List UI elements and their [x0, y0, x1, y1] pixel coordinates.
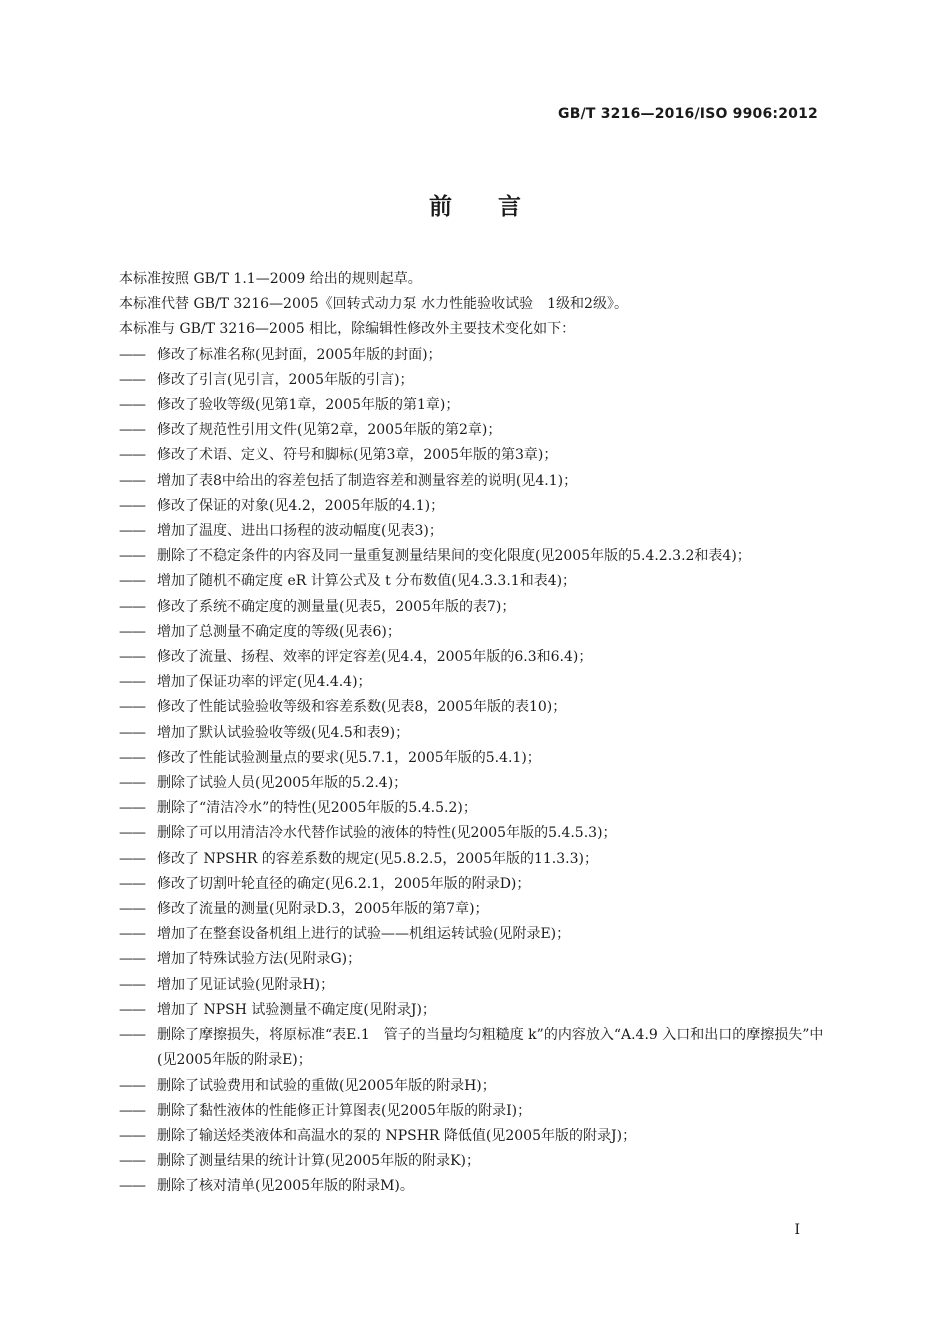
change-list-item — [119, 947, 824, 972]
change-list-item-text: 修改了流量、扬程、效率的评定容差(见4.4，2005年版的6.3和6.4)； — [157, 649, 593, 666]
change-list-item-text: 删除了黏性液体的性能修正计算图表(见2005年版的附录I)； — [157, 1102, 532, 1119]
change-list-item — [119, 746, 824, 771]
list-dash: —— — [119, 497, 145, 514]
change-list-item-text: 增加了总测量不确定度的等级(见表6)； — [157, 623, 401, 640]
change-list-item-text: 修改了标准名称(见封面，2005年版的封面)； — [157, 346, 442, 363]
list-dash: —— — [119, 472, 145, 489]
list-dash: —— — [119, 346, 145, 363]
list-dash: —— — [119, 573, 145, 590]
change-list-item — [119, 1023, 824, 1073]
change-list-item-text: 修改了 NPSHR 的容差系数的规定(见5.8.2.5，2005年版的11.3.3)； — [157, 850, 598, 867]
change-list-item — [119, 922, 824, 947]
change-list-item — [119, 393, 824, 418]
change-list-item-text: 删除了可以用清洁冷水代替作试验的液体的特性(见2005年版的5.4.5.3)； — [157, 825, 617, 842]
change-list-item — [119, 443, 824, 468]
list-dash: —— — [119, 976, 145, 993]
change-list-item-text: 修改了性能试验验收等级和容差系数(见表8，2005年版的表10)； — [157, 699, 567, 716]
list-dash: —— — [119, 1178, 145, 1195]
change-list-item — [119, 821, 824, 846]
change-list-item-text: 删除了“清洁冷水”的特性(见2005年版的5.4.5.2)； — [157, 800, 477, 817]
standard-number-header: GB/T 3216—2016/ISO 9906:2012 — [558, 106, 818, 122]
list-dash: —— — [119, 1127, 145, 1144]
change-list-item-text: 删除了试验费用和试验的重做(见2005年版的附录H)； — [157, 1077, 496, 1094]
change-list-item — [119, 418, 824, 443]
list-dash: —— — [119, 825, 145, 842]
list-dash: —— — [119, 901, 145, 918]
change-list-item — [119, 1124, 824, 1149]
page-number: I — [794, 1222, 800, 1238]
list-dash: —— — [119, 699, 145, 716]
paragraph-drafting-rules: 本标准按照 GB/T 1.1—2009 给出的规则起草。 — [119, 271, 422, 287]
change-list-item-text: 删除了核对清单(见2005年版的附录M)。 — [157, 1178, 414, 1195]
list-dash: —— — [119, 1001, 145, 1018]
change-list-item-text: 修改了术语、定义、符号和脚标(见第3章，2005年版的第3章)； — [157, 447, 558, 464]
change-list-item — [119, 695, 824, 720]
change-list-item — [119, 368, 824, 393]
list-dash: —— — [119, 775, 145, 792]
change-list-item — [119, 620, 824, 645]
change-list-item — [119, 847, 824, 872]
list-dash: —— — [119, 749, 145, 766]
change-list-item-text: 删除了试验人员(见2005年版的5.2.4)； — [157, 775, 408, 792]
list-dash: —— — [119, 397, 145, 414]
change-list-item — [119, 998, 824, 1023]
change-list-item-text: 增加了温度、进出口扬程的波动幅度(见表3)； — [157, 523, 443, 540]
list-dash: —— — [119, 548, 145, 565]
list-dash: —— — [119, 623, 145, 640]
change-list-item-text: 增加了表8中给出的容差包括了制造容差和测量容差的说明(见4.1)； — [157, 472, 578, 489]
list-dash: —— — [119, 850, 145, 867]
change-list-item-text: 修改了流量的测量(见附录D.3，2005年版的第7章)； — [157, 901, 489, 918]
change-list-item-text: 修改了规范性引用文件(见第2章，2005年版的第2章)； — [157, 422, 502, 439]
change-list-item-text: 修改了切割叶轮直径的确定(见6.2.1，2005年版的附录D)； — [157, 875, 531, 892]
list-dash: —— — [119, 800, 145, 817]
change-list-item — [119, 1074, 824, 1099]
list-dash: —— — [119, 951, 145, 968]
change-list-item-text: 增加了特殊试验方法(见附录G)； — [157, 951, 362, 968]
change-list-item — [119, 670, 824, 695]
list-dash: —— — [119, 422, 145, 439]
paragraph-changes-intro: 本标准与 GB/T 3216—2005 相比，除编辑性修改外主要技术变化如下： — [119, 321, 576, 338]
change-list-item-text: 增加了在整套设备机组上进行的试验——机组运转试验(见附录E)； — [157, 926, 571, 943]
change-list-item — [119, 469, 824, 494]
change-list-item — [119, 796, 824, 821]
change-list-item-text: 修改了引言(见引言，2005年版的引言)； — [157, 371, 414, 388]
list-dash: —— — [119, 674, 145, 691]
list-dash: —— — [119, 1153, 145, 1170]
change-list-item — [119, 595, 824, 620]
page-title: 前言 — [429, 194, 567, 220]
change-list-item-text: 增加了默认试验验收等级(见4.5和表9)； — [157, 724, 410, 741]
list-dash: —— — [119, 649, 145, 666]
change-list-item — [119, 721, 824, 746]
change-list-item-text: 增加了保证功率的评定(见4.4.4)； — [157, 674, 372, 691]
change-list-item — [119, 973, 824, 998]
change-list-item — [119, 645, 824, 670]
list-dash: —— — [119, 724, 145, 741]
change-list-item — [119, 872, 824, 897]
list-dash: —— — [119, 1027, 145, 1044]
change-list-item — [119, 1099, 824, 1124]
change-list — [119, 343, 824, 1200]
change-list-item — [119, 519, 824, 544]
change-list-item-text: 删除了测量结果的统计计算(见2005年版的附录K)； — [157, 1153, 481, 1170]
change-list-item — [119, 494, 824, 519]
change-list-item — [119, 569, 824, 594]
change-list-item-text: 修改了性能试验测量点的要求(见5.7.1，2005年版的5.4.1)； — [157, 749, 541, 766]
change-list-item-text: 增加了随机不确定度 eR 计算公式及 t 分布数值(见4.3.3.1和表4)； — [157, 573, 577, 590]
change-list-item — [119, 1174, 824, 1199]
change-list-item-text: 修改了系统不确定度的测量量(见表5，2005年版的表7)； — [157, 598, 516, 615]
change-list-item — [119, 544, 824, 569]
change-list-item — [119, 1149, 824, 1174]
change-list-item-text: 修改了保证的对象(见4.2，2005年版的4.1)； — [157, 497, 445, 514]
change-list-item — [119, 343, 824, 368]
change-list-item-text: 删除了输送烃类液体和高温水的泵的 NPSHR 降低值(见2005年版的附录J)； — [157, 1127, 637, 1144]
change-list-item — [119, 771, 824, 796]
list-dash: —— — [119, 598, 145, 615]
list-dash: —— — [119, 926, 145, 943]
list-dash: —— — [119, 1077, 145, 1094]
list-dash: —— — [119, 447, 145, 464]
change-list-item-text: 修改了验收等级(见第1章，2005年版的第1章)； — [157, 397, 460, 414]
foreword-body — [119, 267, 824, 1200]
change-list-item-text: 删除了不稳定条件的内容及同一量重复测量结果间的变化限度(见2005年版的5.4.2.3.2和表4)； — [157, 548, 751, 565]
list-dash: —— — [119, 523, 145, 540]
change-list-item-text: 增加了见证试验(见附录H)； — [157, 976, 335, 993]
change-list-item — [119, 897, 824, 922]
list-dash: —— — [119, 1102, 145, 1119]
list-dash: —— — [119, 875, 145, 892]
change-list-item-text: 增加了 NPSH 试验测量不确定度(见附录J)； — [157, 1001, 436, 1018]
change-list-item-text: 删除了摩擦损失，将原标准“表E.1 管子的当量均匀粗糙度 k”的内容放入“A.4.9 入口和出口的摩擦损失”中(见2005年版的附录E)； — [157, 1027, 824, 1069]
list-dash: —— — [119, 371, 145, 388]
paragraph-replaces: 本标准代替 GB/T 3216—2005《回转式动力泵 水力性能验收试验 1级和2级》。 — [119, 296, 628, 313]
